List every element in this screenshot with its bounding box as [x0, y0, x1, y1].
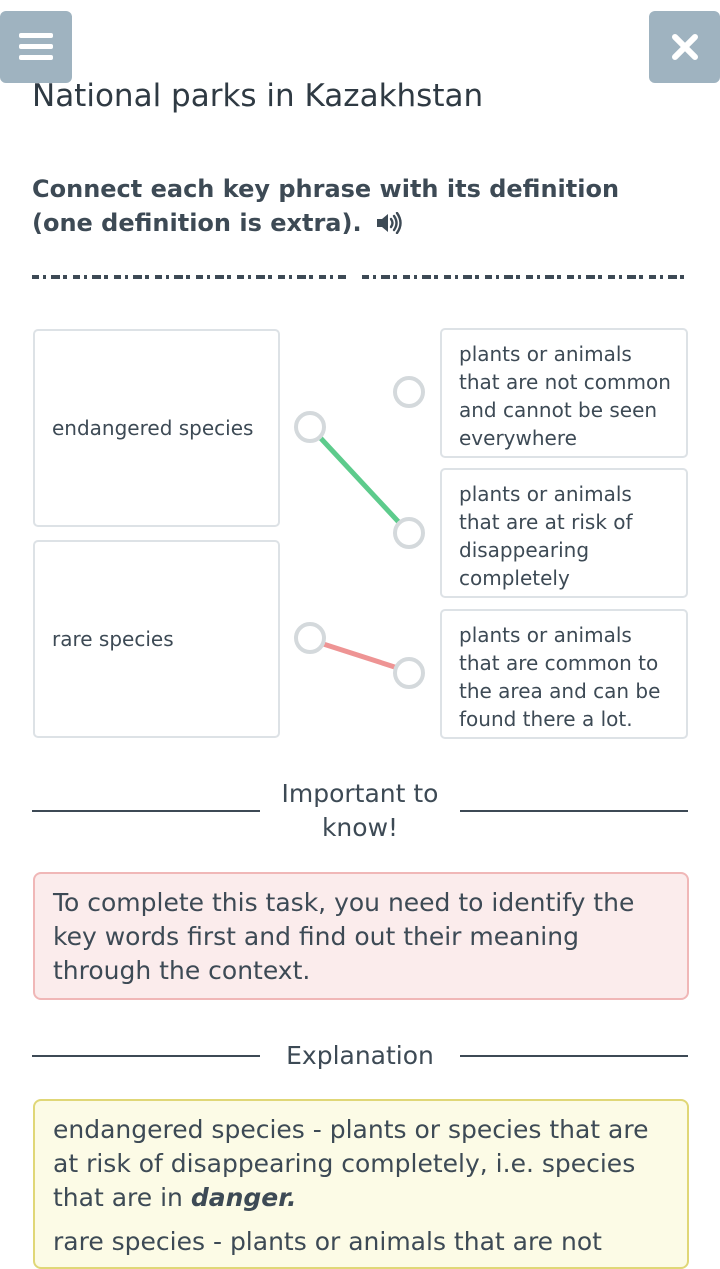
explanation-entry: [53, 1113, 669, 1215]
definition-connector-2[interactable]: [393, 517, 425, 549]
definition-text: plants or animals that are common to the area and can be found there a lot.: [459, 623, 661, 731]
definition-connector-3[interactable]: [393, 657, 425, 689]
instructions-text: Connect each key phrase with its definition (one definition is extra).: [32, 175, 620, 237]
divider-rule: [32, 810, 260, 812]
definition-connector-1[interactable]: [393, 376, 425, 408]
page-title: National parks in Kazakhstan: [32, 78, 484, 114]
important-divider: [32, 777, 688, 845]
explanation-entry: [53, 1225, 669, 1259]
definition-text: plants or animals that are not common and cannot be seen everywhere: [459, 342, 671, 450]
key-connector-endangered[interactable]: [294, 411, 326, 443]
divider-rule: [460, 810, 688, 812]
explanation-entry-text: endangered species - plants or species that are at risk of disappearing completely, i.e. species that are in: [53, 1115, 649, 1212]
key-phrase-text: rare species: [52, 627, 174, 651]
explanation-emphasis: danger.: [190, 1183, 297, 1212]
explanation-heading: Explanation: [286, 1041, 434, 1070]
divider-rule: [460, 1055, 688, 1057]
divider-rule: [32, 1055, 260, 1057]
important-text: To complete this task, you need to identify the key words first and find out their meaning through the context.: [53, 888, 635, 985]
definition-text: plants or animals that are at risk of disappearing completely: [459, 482, 633, 590]
connection-line-correct: [314, 431, 407, 531]
explanation-divider: [32, 1039, 688, 1073]
important-heading: Important to know!: [281, 779, 439, 842]
important-info-box: [33, 872, 689, 1000]
key-connector-rare[interactable]: [294, 622, 326, 654]
explanation-entry-text: rare species - plants or animals that are not: [53, 1227, 602, 1256]
explanation-box: [33, 1099, 689, 1269]
key-phrase-text: endangered species: [52, 416, 254, 440]
